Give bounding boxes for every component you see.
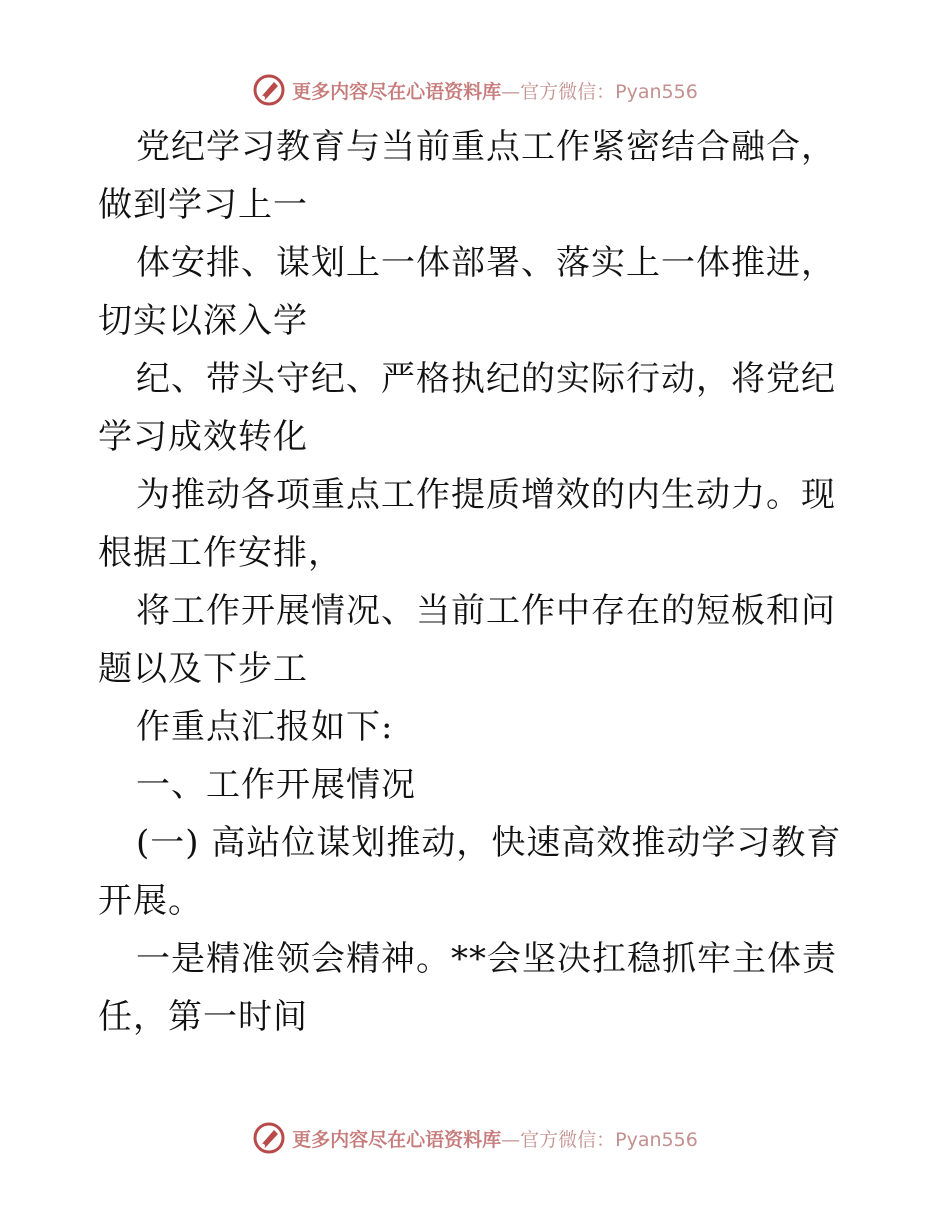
paragraph-4: 为推动各项重点工作提质增效的内生动力。现根据工作安排， [98, 475, 836, 573]
paragraph-5: 将工作开展情况、当前工作中存在的短板和问题以及下步工 [98, 591, 836, 689]
paragraph-9: 一是精准领会精神。**会坚决扛稳抓牢主体责任，第一时间 [98, 939, 837, 1037]
watermark-separator: — [501, 1128, 521, 1151]
paragraph-3: 纪、带头守纪、严格执纪的实际行动，将党纪学习成效转化 [98, 359, 836, 457]
section-heading: 一、工作开展情况 [136, 765, 416, 805]
watermark-separator: — [501, 80, 521, 103]
paragraph-1: 党纪学习教育与当前重点工作紧密结合融合，做到学习上一 [98, 127, 836, 225]
document-body [98, 118, 858, 1046]
watermark-main: 更多内容尽在心语资料库 [292, 1128, 502, 1151]
footer-watermark [0, 1118, 950, 1158]
watermark-text [292, 1125, 698, 1152]
header-watermark [0, 70, 950, 110]
watermark-main: 更多内容尽在心语资料库 [292, 80, 502, 103]
watermark-contact: 官方微信：Pyan556 [520, 80, 698, 103]
paragraph-2: 体安排、谋划上一体部署、落实上一体推进，切实以深入学 [98, 243, 836, 341]
watermark-text [292, 77, 698, 104]
pen-seal-icon [252, 1121, 286, 1155]
subsection-heading: (一) 高站位谋划推动，快速高效推动学习教育开展。 [98, 823, 842, 921]
watermark-contact: 官方微信：Pyan556 [520, 1128, 698, 1151]
pen-seal-icon [252, 73, 286, 107]
paragraph-6: 作重点汇报如下: [136, 707, 394, 747]
